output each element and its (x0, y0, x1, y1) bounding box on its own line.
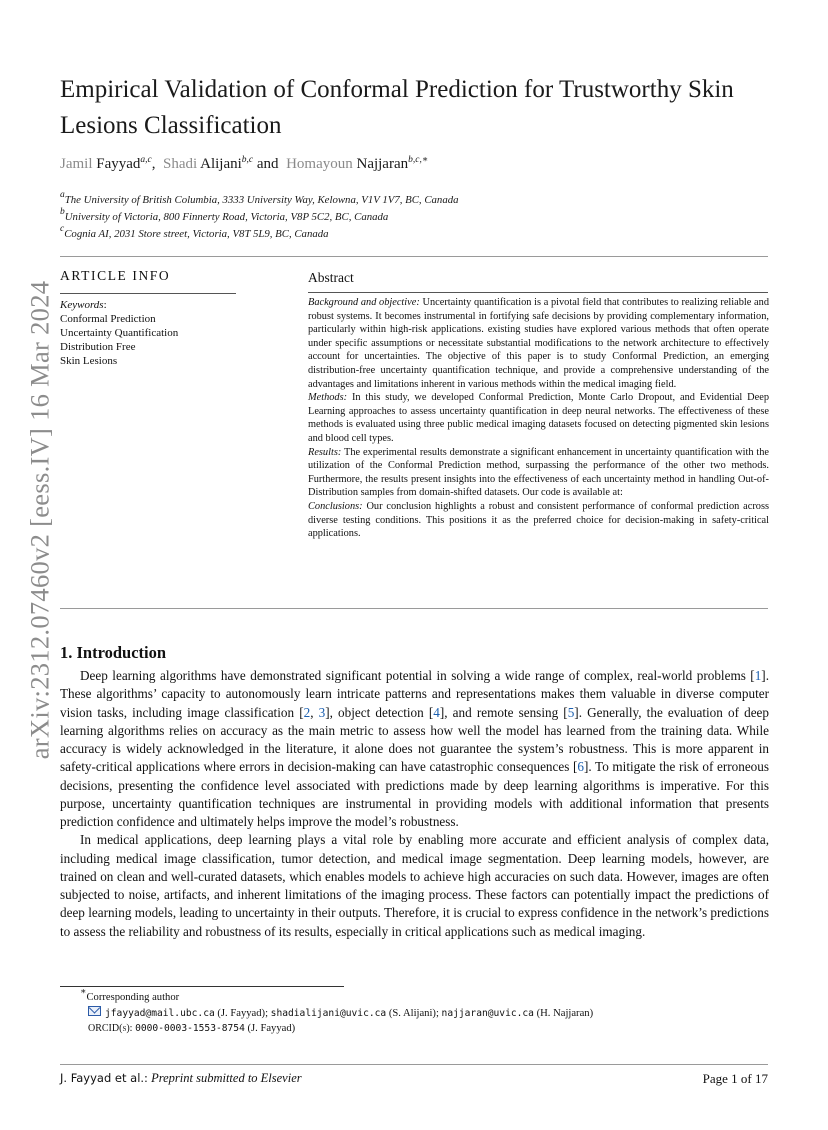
affiliation-mark: c (60, 224, 65, 234)
orcid-link[interactable]: 0000-0003-1553-8754 (135, 1023, 245, 1034)
abstract-section-text: Our conclusion highlights a robust and consistent performance of conformal prediction across diverse testing conditions. This positions it as the preferred choice for decision-making in safety-critical applications. (308, 500, 769, 540)
footnotes (60, 987, 594, 1037)
abstract-divider (60, 608, 768, 609)
abstract-body (308, 296, 769, 541)
keyword: Distribution Free (60, 341, 136, 353)
affiliation-text: University of Victoria, 800 Finnerty Road, Victoria, V8P 5C2, BC, Canada (64, 211, 389, 223)
corresponding-author-note: Corresponding author (86, 992, 180, 1003)
abstract-paragraph (308, 296, 769, 391)
affiliation (60, 224, 329, 240)
abstract-section-label: Background and objective: (308, 297, 420, 308)
email-owner: (S. Alijani); (388, 1007, 439, 1019)
footnote-mark: ∗ (80, 987, 87, 997)
abstract-section-text: The experimental results demonstrate a significant enhancement in uncertainty quantification with the utilization of the Conformal Prediction method, surpassing the performance of the other two methods. Furthermore, the results present insights into the effectiveness of each uncertainty method in handling Out-of-Distribution samples from domain-shifted datasets. Our code is available at: (308, 446, 770, 499)
text-run: ], and remote sensing [ (439, 704, 568, 720)
section-heading-introduction: 1. Introduction (60, 643, 167, 662)
author-given-name: Homayoun (286, 156, 353, 172)
author-list (60, 156, 428, 173)
footer-venue: Preprint submitted to Elsevier (151, 1071, 302, 1085)
citation-link[interactable]: 4 (433, 704, 440, 720)
author-separator: , (151, 156, 156, 172)
abstract-section-label: Results: (308, 446, 342, 458)
abstract-paragraph (308, 446, 769, 500)
abstract-section-text: In this study, we developed Conformal Prediction, Monte Carlo Dropout, and Evidential Deep Learning approaches to assess uncertainty quantification in deep neural networks. The effectiveness of these methods is evaluated using three public medical imaging datasets focused on detecting pigmented skin lesions and blood cell types. (308, 392, 769, 444)
email-owner: (J. Fayyad); (217, 1007, 269, 1019)
citation-link[interactable]: 1 (754, 668, 762, 683)
intro-paragraph: In medical applications, deep learning plays a vital role by enabling more accurate and efficient analysis of complex data, including medical image classification, tumor detection, and medical image segmentation. Deep learning models, however, are trained on clean and well-curated datasets, which enables models to achieve high accuracies on such data. However, images are often subjected to noise, artifacts, and inherent limitations of the imaging process. These factors can potentially impact the predictions of deep learning models, leading to uncertainty in their outputs. Therefore, it is crucial to express confidence in the network’s predictions to assess the reliability and robustness of its results, especially in critical applications such as medical imaging. (60, 832, 769, 939)
affiliation (60, 190, 459, 206)
introduction-body (60, 667, 769, 941)
keywords-label: Keywords (60, 299, 104, 311)
affiliation-text: The University of British Columbia, 3333 University Way, Kelowna, V1V 1V7, BC, Canada (64, 194, 459, 206)
article-info-rule (60, 293, 236, 294)
author-affiliation-mark: b,c (241, 155, 254, 165)
mail-icon (88, 1006, 101, 1016)
arxiv-sidebar-stamp (0, 0, 56, 1130)
footer-authors: J. Fayyad et al.: (60, 1071, 148, 1085)
page-number: Page 1 of 17 (702, 1071, 768, 1086)
citation-link[interactable]: 2 (303, 704, 311, 720)
affiliation-mark: b (60, 207, 65, 217)
abstract-section-label: Methods: (308, 392, 348, 404)
abstract-section-label: Conclusions: (308, 500, 363, 512)
header-divider (60, 256, 768, 257)
footer-divider (60, 1064, 768, 1065)
abstract-section-text: Uncertainty quantification is a pivotal field that contributes to realizing reliable and robust systems. It becomes instrumental in fortifying safe decisions by providing complementary information, particularly within high-risk applications. existing studies have explored various methods that often operate under specific assumptions or necessitate substantial modifications to the network architecture to effectively account for uncertainties. The objective of this paper is to study Conformal Prediction, an emerging distribution-free uncertainty quantification technique, and provide a comprehensive understanding of the advantages and limitations inherent in various methods within the medical imaging field. (308, 297, 769, 390)
author-given-name: Jamil (60, 156, 93, 172)
arxiv-id: arXiv:2312.07460v2 [eess.IV] 16 Mar 2024 (24, 280, 55, 760)
email-owner: (H. Najjaran) (536, 1007, 594, 1019)
orcid-label: ORCID(s): (88, 1023, 133, 1034)
text-run: ], object detection [ (325, 704, 434, 720)
citation-link[interactable]: 6 (577, 759, 584, 775)
keywords-block: Keywords: Conformal Prediction Uncertainty Quantification Distribution Free Skin Lesions (60, 299, 179, 367)
email-link[interactable]: shadialijani@uvic.ca (270, 1007, 387, 1019)
author-family-name: Najjaran (356, 156, 409, 172)
author-given-name: Shadi (163, 156, 198, 172)
text-run: ]. Generally, the evaluation of deep learning algorithms relies on accuracy as the main metric to assess how well the model has learned from the training data. While accuracy is widely acknowledged in the literature, it alone does not guarantee the system’s robustness. This is more apparent in safety-critical applications where errors in decision-making can have catastrophic consequences [ (60, 704, 770, 775)
abstract-heading: Abstract (308, 270, 354, 285)
author-affiliation-mark: a,c (140, 155, 152, 165)
text-run: , (310, 704, 319, 720)
author-family-name: Fayyad (96, 156, 141, 172)
author-separator: and (256, 156, 279, 172)
text-run: ]. To mitigate the risk of erroneous decisions, presenting the confidence level associated with predictions made by deep learning algorithms is imperative. For this purpose, uncertainty quantification techniques are instrumental in providing models with additional information that presents prediction confidence and ultimately helps improve the model’s robustness. (60, 759, 770, 829)
running-footer (60, 1071, 302, 1086)
abstract-paragraph (308, 391, 769, 445)
author-affiliation-mark: b,c,∗ (408, 155, 429, 165)
text-run: ]. These algorithms’ capacity to autonomously learn intricate patterns and representations makes them valuable in diverse computer vision tasks, including image classification [ (60, 668, 769, 720)
citation-link[interactable]: 5 (567, 704, 575, 720)
article-info-heading: ARTICLE INFO (60, 268, 171, 283)
citation-link[interactable]: 3 (318, 704, 326, 720)
text-run: Deep learning algorithms have demonstrated significant potential in solving a wide range of complex, real-world problems [ (80, 668, 755, 683)
paper-title: Empirical Validation of Conformal Prediction for Trustworthy Skin Lesions Classification (60, 76, 734, 139)
affiliation-text: Cognia AI, 2031 Store street, Victoria, V8T 5L9, BC, Canada (64, 228, 329, 240)
email-link[interactable]: jfayyad@mail.ubc.ca (105, 1007, 215, 1019)
email-link[interactable]: najjaran@uvic.ca (441, 1007, 534, 1019)
keyword: Skin Lesions (60, 355, 118, 367)
intro-paragraph (60, 667, 769, 831)
footnote-rule (60, 986, 344, 987)
keyword: Conformal Prediction (60, 313, 156, 325)
affiliation-mark: a (60, 190, 65, 200)
author-family-name: Alijani (200, 156, 242, 172)
keyword: Uncertainty Quantification (60, 327, 179, 339)
abstract-paragraph (308, 500, 769, 541)
affiliation (60, 207, 389, 223)
abstract-rule (308, 292, 768, 293)
orcid-owner: (J. Fayyad) (247, 1023, 296, 1034)
